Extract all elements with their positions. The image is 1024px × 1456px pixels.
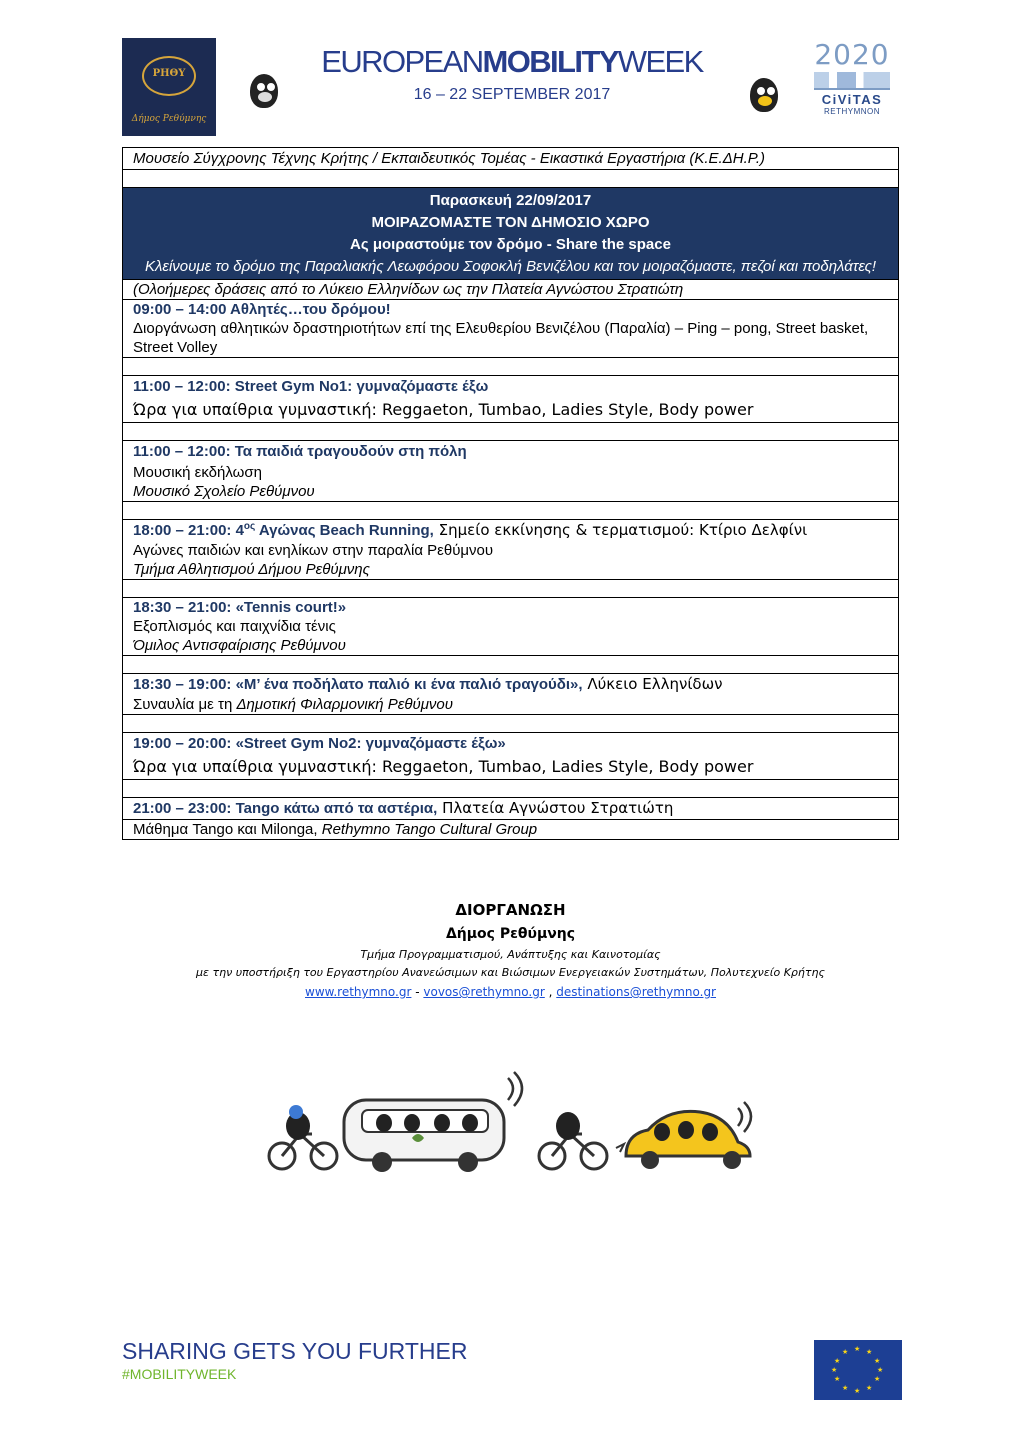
event-location: Σημείο εκκίνησης & τερματισμού: Κτίριο Δελφίνι — [433, 521, 808, 539]
table-row — [123, 780, 899, 798]
mascot-right-icon — [744, 70, 784, 116]
museum-row: Μουσείο Σύγχρονης Τέχνης Κρήτης / Εκπαιδευτικός Τομέας - Εικαστικά Εργαστήρια (Κ.Ε.ΔΗ.Ρ.) — [123, 148, 899, 170]
day-banner — [123, 188, 899, 280]
event-tennis — [123, 598, 899, 656]
table-row — [123, 674, 899, 715]
event-time-title: 11:00 – 12:00: Street Gym No1: γυμναζόμαστε έξω — [133, 378, 489, 395]
table-row — [123, 502, 899, 520]
logo-caption: Δήμος Ρεθύμνης — [131, 114, 207, 124]
banner-description: Κλείνουμε το δρόμο της Παραλιακής Λεωφόρου Σοφοκλή Βενιζέλου και τον μοιραζόμαστε, πεζοί και ποδηλάτες! — [144, 258, 877, 275]
event-description: Ώρα για υπαίθρια γυμναστική: Reggaeton, Tumbao, Ladies Style, Body power — [133, 400, 754, 419]
event-description: Μάθημα Tango και Milonga, — [133, 821, 322, 838]
event-tango-desc — [123, 820, 899, 840]
footer-slogan: SHARING GETS YOU FURTHER — [122, 1338, 468, 1364]
event-description: Συναυλία με τη — [133, 696, 237, 713]
footer-hashtag: #MOBILITYWEEK — [122, 1366, 237, 1382]
title-european: EUROPEAN — [321, 44, 483, 79]
event-time-title: 18:30 – 21:00: «Tennis court!» — [133, 599, 347, 616]
eu-flag-icon: ★ ★ ★ ★ ★ ★ ★ ★ ★ ★ ★ ★ — [814, 1340, 902, 1400]
table-row — [123, 598, 899, 656]
event-ordinal: ος — [243, 521, 256, 532]
table-row — [123, 280, 899, 300]
organizer-support: με την υποστήριξη του Εργαστηρίου Ανανεώσιμων και Βιώσιμων Ενεργειακών Συστημάτων, Πολυτεχνείο Κρήτης — [196, 966, 825, 979]
event-organizer: Rethymno Tango Cultural Group — [321, 821, 538, 838]
event-tango — [123, 798, 899, 820]
event-street-gym-2 — [123, 733, 899, 780]
civitas-name: CiViTAS — [821, 92, 883, 107]
event-time-title: 19:00 – 20:00: «Street Gym No2: γυμναζόμαστε έξω» — [133, 735, 506, 752]
table-row — [123, 148, 899, 170]
event-location: Πλατεία Αγνώστου Στρατιώτη — [437, 799, 674, 817]
vovos-email-link[interactable]: vovos@rethymno.gr — [423, 985, 545, 999]
event-location: Λύκειο Ελληνίδων — [582, 675, 723, 693]
event-description: Μουσική εκδήλωση — [133, 464, 262, 481]
cyclist-left-icon — [269, 1105, 337, 1169]
event-description: Εξοπλισμός και παιχνίδια τένις — [133, 618, 336, 635]
table-row — [123, 656, 899, 674]
mobility-illustration — [262, 1068, 762, 1180]
event-time-title: 18:30 – 19:00: «Μ’ ένα ποδήλατο παλιό κι ένα παλιό τραγούδι», — [133, 676, 583, 693]
banner-subtitle: Ας μοιραστούμε τον δρόμο - Share the space — [350, 236, 671, 253]
event-organizer: Δημοτική Φιλαρμονική Ρεθύμνου — [236, 696, 454, 713]
event-time-title: 09:00 – 14:00 Αθλητές…του δρόμου! — [133, 301, 391, 318]
event-time-title-rest: Αγώνας Beach Running, — [255, 522, 434, 539]
event-athletes — [123, 300, 899, 358]
fish-emblem-icon — [142, 56, 196, 96]
table-row — [123, 798, 899, 820]
title-mobility: MOBILITY — [482, 44, 618, 79]
event-beach-running — [123, 520, 899, 580]
municipality-logo — [122, 38, 216, 136]
table-row — [123, 733, 899, 780]
event-time-title: 18:00 – 21:00: 4 — [133, 522, 244, 539]
organizer-department: Τμήμα Προγραμματισμού, Ανάπτυξης και Καινοτομίας — [360, 948, 661, 961]
link-separator: - — [411, 985, 424, 999]
mascot-left-icon — [244, 66, 284, 112]
event-kids-sing — [123, 441, 899, 502]
banner-theme: ΜΟΙΡΑΖΟΜΑΣΤΕ ΤΟΝ ΔΗΜΟΣΙΟ ΧΩΡΟ — [371, 214, 650, 231]
event-time-title: 11:00 – 12:00: Τα παιδιά τραγουδούν στη πόλη — [133, 443, 467, 460]
event-dates: 16 – 22 SEPTEMBER 2017 — [413, 86, 611, 103]
event-street-gym-1 — [123, 376, 899, 423]
cyclist-right-icon — [539, 1112, 607, 1169]
table-row — [123, 376, 899, 423]
table-row — [123, 423, 899, 441]
table-row — [123, 441, 899, 502]
event-organizer: Τμήμα Αθλητισμού Δήμου Ρεθύμνης — [133, 561, 370, 578]
banner-day: Παρασκευή 22/09/2017 — [429, 192, 592, 209]
civitas-logo — [810, 40, 894, 132]
civitas-city: RETHYMNON — [823, 107, 881, 116]
event-description: Διοργάνωση αθλητικών δραστηριοτήτων επί της Ελευθερίου Βενιζέλου (Παραλία) – Ping – pong, Street basket, Street Volley — [133, 320, 869, 356]
logo-mark-text: ΡΗΘΥ — [152, 68, 186, 79]
table-row — [123, 358, 899, 376]
organizer-heading: ΔΙΟΡΓΑΝΩΣΗ — [455, 901, 566, 919]
title-week: WEEK — [617, 44, 703, 79]
website-link[interactable]: www.rethymno.gr — [305, 985, 412, 999]
bus-icon — [344, 1072, 522, 1172]
electric-car-icon — [616, 1102, 751, 1169]
civitas-year: 2020 — [814, 38, 890, 71]
table-row — [123, 820, 899, 840]
table-row — [123, 715, 899, 733]
table-row — [123, 520, 899, 580]
table-row — [123, 580, 899, 598]
event-description: Αγώνες παιδιών και ενηλίκων στην παραλία Ρεθύμνου — [133, 542, 494, 559]
event-bicycle-song — [123, 674, 899, 715]
event-description: Ώρα για υπαίθρια γυμναστική: Reggaeton, Tumbao, Ladies Style, Body power — [133, 757, 754, 776]
event-organizer: Όμιλος Αντισφαίρισης Ρεθύμνου — [133, 637, 346, 654]
schedule-table — [122, 147, 899, 840]
table-row — [123, 300, 899, 358]
organizer-section — [122, 898, 899, 1002]
organizer-name: Δήμος Ρεθύμνης — [445, 926, 576, 942]
skyline-icon — [814, 72, 890, 90]
all-day-note: (Ολοήμερες δράσεις από το Λύκειο Ελληνίδων ως την Πλατεία Αγνώστου Στρατιώτη — [123, 280, 899, 300]
table-row — [123, 170, 899, 188]
event-time-title: 21:00 – 23:00: Tango κάτω από τα αστέρια, — [133, 800, 438, 817]
event-title — [300, 44, 724, 80]
organizer-links — [122, 982, 899, 1002]
destinations-email-link[interactable]: destinations@rethymno.gr — [556, 985, 716, 999]
link-separator: , — [544, 985, 557, 999]
event-organizer: Μουσικό Σχολείο Ρεθύμνου — [133, 483, 315, 500]
